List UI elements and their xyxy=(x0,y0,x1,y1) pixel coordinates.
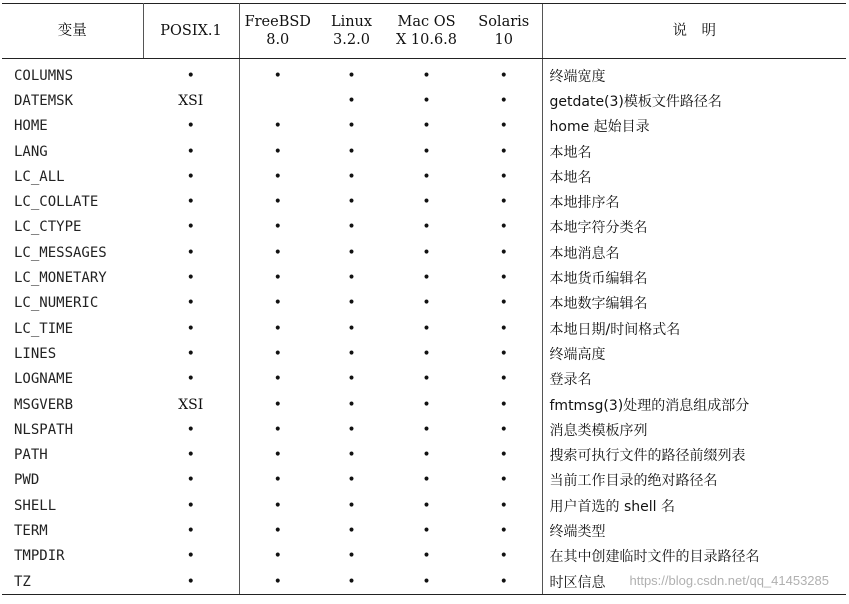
header-variable: 变量 xyxy=(2,4,143,59)
solaris-support-mark: • xyxy=(499,447,508,464)
macos-support-mark: • xyxy=(422,421,431,438)
variable-description: 本地数字编辑名 xyxy=(542,291,846,316)
table-row xyxy=(2,544,846,569)
posix-support-mark: • xyxy=(143,367,239,392)
linux-support-mark: • xyxy=(347,168,356,185)
table-row xyxy=(2,189,846,214)
freebsd-support-mark: • xyxy=(273,345,282,362)
header-linux xyxy=(316,4,387,59)
posix-support-mark: • xyxy=(143,341,239,366)
variable-name: LC_CTYPE xyxy=(14,219,82,236)
table-row xyxy=(2,215,846,240)
solaris-support-mark: • xyxy=(499,118,508,135)
variable-name: SHELL xyxy=(14,497,57,514)
solaris-support-mark: • xyxy=(499,244,508,261)
solaris-support-mark: • xyxy=(466,569,542,595)
header-row xyxy=(2,4,846,59)
variable-description: 时区信息 xyxy=(542,569,846,595)
environment-variables-table xyxy=(2,3,846,595)
macos-support-mark: • xyxy=(422,548,431,565)
freebsd-support-mark: • xyxy=(273,194,282,211)
freebsd-support-mark: • xyxy=(273,270,282,287)
variable-name: LC_MESSAGES xyxy=(14,244,107,261)
variable-description: 本地消息名 xyxy=(542,240,846,265)
linux-support-mark: • xyxy=(347,92,356,109)
posix-support-mark: • xyxy=(143,59,239,89)
variable-description: 消息类模板序列 xyxy=(542,417,846,442)
variable-name: DATEMSK xyxy=(14,92,74,109)
posix-support-mark: • xyxy=(143,291,239,316)
linux-support-mark: • xyxy=(347,522,356,539)
posix-support-mark: • xyxy=(143,114,239,139)
freebsd-support-mark: • xyxy=(273,295,282,312)
variable-description: 用户首选的 shell 名 xyxy=(542,493,846,518)
table-row xyxy=(2,240,846,265)
table-row xyxy=(2,291,846,316)
posix-support-mark: • xyxy=(143,164,239,189)
variable-description: 本地排序名 xyxy=(542,189,846,214)
table-row xyxy=(2,392,846,417)
linux-support-mark: • xyxy=(347,67,356,84)
variable-description: 当前工作目录的绝对路径名 xyxy=(542,468,846,493)
freebsd-support-mark: • xyxy=(273,522,282,539)
variable-description: 本地货币编辑名 xyxy=(542,265,846,290)
table-row xyxy=(2,417,846,442)
freebsd-support-mark: • xyxy=(273,472,282,489)
solaris-support-mark: • xyxy=(499,396,508,413)
solaris-support-mark: • xyxy=(499,497,508,514)
variable-name: LC_COLLATE xyxy=(14,194,99,211)
posix-support-mark: • xyxy=(143,417,239,442)
posix-support-mark: • xyxy=(143,442,239,467)
table-body xyxy=(2,59,846,595)
variable-description: 终端宽度 xyxy=(542,59,846,89)
linux-support-mark: • xyxy=(347,143,356,160)
solaris-support-mark: • xyxy=(499,472,508,489)
macos-support-mark: • xyxy=(422,522,431,539)
macos-support-mark: • xyxy=(422,371,431,388)
solaris-support-mark: • xyxy=(499,143,508,160)
header-linux-line2: 3.2.0 xyxy=(333,32,370,48)
posix-support-mark: • xyxy=(143,569,239,595)
freebsd-support-mark: • xyxy=(273,143,282,160)
solaris-support-mark: • xyxy=(499,548,508,565)
table-row xyxy=(2,518,846,543)
table-row xyxy=(2,367,846,392)
solaris-support-mark: • xyxy=(499,345,508,362)
variable-description: 登录名 xyxy=(542,367,846,392)
linux-support-mark: • xyxy=(347,447,356,464)
linux-support-mark: • xyxy=(347,497,356,514)
freebsd-support-mark: • xyxy=(239,569,316,595)
macos-support-mark: • xyxy=(422,345,431,362)
solaris-support-mark: • xyxy=(499,194,508,211)
solaris-support-mark: • xyxy=(499,320,508,337)
macos-support-mark: • xyxy=(422,320,431,337)
variable-name: NLSPATH xyxy=(14,421,74,438)
table-row xyxy=(2,114,846,139)
variable-name: TMPDIR xyxy=(14,548,65,565)
header-macos-line2: X 10.6.8 xyxy=(395,32,458,48)
freebsd-support-mark: • xyxy=(273,320,282,337)
posix-support-mark: • xyxy=(143,139,239,164)
linux-support-mark: • xyxy=(347,295,356,312)
header-solaris-line1: Solaris xyxy=(478,14,530,30)
freebsd-support-mark: • xyxy=(273,168,282,185)
table-row xyxy=(2,59,846,89)
variable-description: home 起始目录 xyxy=(542,114,846,139)
solaris-support-mark: • xyxy=(499,92,508,109)
freebsd-support-mark: • xyxy=(273,497,282,514)
variable-name: LOGNAME xyxy=(14,371,74,388)
header-solaris-line2: 10 xyxy=(494,32,513,48)
freebsd-support-mark: • xyxy=(273,219,282,236)
posix-support-mark: • xyxy=(143,240,239,265)
variable-description: 在其中创建临时文件的目录路径名 xyxy=(542,544,846,569)
variable-name: LC_NUMERIC xyxy=(14,295,99,312)
freebsd-support-mark: • xyxy=(273,421,282,438)
header-macos-line1: Mac OS xyxy=(397,14,456,30)
posix-support-mark: • xyxy=(143,215,239,240)
macos-support-mark: • xyxy=(422,270,431,287)
posix-support-mark: • xyxy=(143,544,239,569)
variable-name: MSGVERB xyxy=(14,396,74,413)
linux-support-mark: • xyxy=(347,548,356,565)
variable-name: COLUMNS xyxy=(14,67,74,84)
variable-description: 终端类型 xyxy=(542,518,846,543)
posix-support-mark: • xyxy=(143,316,239,341)
table-row xyxy=(2,164,846,189)
freebsd-support-mark: • xyxy=(273,67,282,84)
macos-support-mark: • xyxy=(387,569,466,595)
posix-support-mark: XSI xyxy=(143,88,239,113)
linux-support-mark: • xyxy=(347,421,356,438)
solaris-support-mark: • xyxy=(499,421,508,438)
linux-support-mark: • xyxy=(347,219,356,236)
variable-name: LC_ALL xyxy=(14,168,65,185)
macos-support-mark: • xyxy=(422,396,431,413)
solaris-support-mark: • xyxy=(499,168,508,185)
header-freebsd xyxy=(239,4,316,59)
table-row xyxy=(2,468,846,493)
macos-support-mark: • xyxy=(422,92,431,109)
macos-support-mark: • xyxy=(422,295,431,312)
macos-support-mark: • xyxy=(422,143,431,160)
macos-support-mark: • xyxy=(422,67,431,84)
posix-support-mark: XSI xyxy=(143,392,239,417)
posix-support-mark: • xyxy=(143,518,239,543)
variable-name: LINES xyxy=(14,345,57,362)
table-row xyxy=(2,442,846,467)
posix-support-mark: • xyxy=(143,468,239,493)
variable-name: TERM xyxy=(14,522,48,539)
linux-support-mark: • xyxy=(347,118,356,135)
header-freebsd-line1: FreeBSD xyxy=(244,14,311,30)
variable-description: getdate(3)模板文件路径名 xyxy=(542,88,846,113)
macos-support-mark: • xyxy=(422,219,431,236)
variable-description: 搜索可执行文件的路径前缀列表 xyxy=(542,442,846,467)
linux-support-mark: • xyxy=(347,320,356,337)
variable-name: PATH xyxy=(14,447,48,464)
macos-support-mark: • xyxy=(422,118,431,135)
linux-support-mark: • xyxy=(347,371,356,388)
posix-support-mark: • xyxy=(143,189,239,214)
macos-support-mark: • xyxy=(422,447,431,464)
variable-name: HOME xyxy=(14,118,48,135)
macos-support-mark: • xyxy=(422,168,431,185)
variable-name: LC_MONETARY xyxy=(14,270,107,287)
solaris-support-mark: • xyxy=(499,270,508,287)
solaris-support-mark: • xyxy=(499,522,508,539)
variable-description: fmtmsg(3)处理的消息组成部分 xyxy=(542,392,846,417)
table-row xyxy=(2,139,846,164)
variable-description: 本地名 xyxy=(542,164,846,189)
table-row xyxy=(2,88,846,113)
freebsd-support-mark xyxy=(239,88,316,113)
header-solaris xyxy=(466,4,542,59)
freebsd-support-mark: • xyxy=(273,396,282,413)
header-freebsd-line2: 8.0 xyxy=(266,32,290,48)
linux-support-mark: • xyxy=(347,244,356,261)
header-linux-line1: Linux xyxy=(330,14,373,30)
table-row xyxy=(2,265,846,290)
table-row xyxy=(2,316,846,341)
macos-support-mark: • xyxy=(422,472,431,489)
freebsd-support-mark: • xyxy=(273,371,282,388)
linux-support-mark: • xyxy=(347,194,356,211)
linux-support-mark: • xyxy=(347,345,356,362)
posix-support-mark: • xyxy=(143,265,239,290)
table-row xyxy=(2,493,846,518)
freebsd-support-mark: • xyxy=(273,548,282,565)
header-description: 说 明 xyxy=(542,4,846,59)
freebsd-support-mark: • xyxy=(273,447,282,464)
macos-support-mark: • xyxy=(422,244,431,261)
freebsd-support-mark: • xyxy=(273,118,282,135)
watermark: https://blog.csdn.net/qq_41453285 xyxy=(629,573,829,588)
linux-support-mark: • xyxy=(316,569,387,595)
freebsd-support-mark: • xyxy=(273,244,282,261)
macos-support-mark: • xyxy=(422,497,431,514)
linux-support-mark: • xyxy=(347,270,356,287)
variable-name: TZ xyxy=(2,569,143,595)
solaris-support-mark: • xyxy=(499,295,508,312)
solaris-support-mark: • xyxy=(499,67,508,84)
header-macos xyxy=(387,4,466,59)
macos-support-mark: • xyxy=(422,194,431,211)
solaris-support-mark: • xyxy=(499,371,508,388)
variable-description: 本地日期/时间格式名 xyxy=(542,316,846,341)
header-posix: POSIX.1 xyxy=(143,4,239,59)
variable-description: 本地名 xyxy=(542,139,846,164)
solaris-support-mark: • xyxy=(499,219,508,236)
linux-support-mark: • xyxy=(347,396,356,413)
variable-description: 终端高度 xyxy=(542,341,846,366)
variable-name: LANG xyxy=(14,143,48,160)
linux-support-mark: • xyxy=(347,472,356,489)
variable-name: PWD xyxy=(14,472,40,489)
posix-support-mark: • xyxy=(143,493,239,518)
variable-name: LC_TIME xyxy=(14,320,74,337)
variable-description: 本地字符分类名 xyxy=(542,215,846,240)
table-row xyxy=(2,341,846,366)
